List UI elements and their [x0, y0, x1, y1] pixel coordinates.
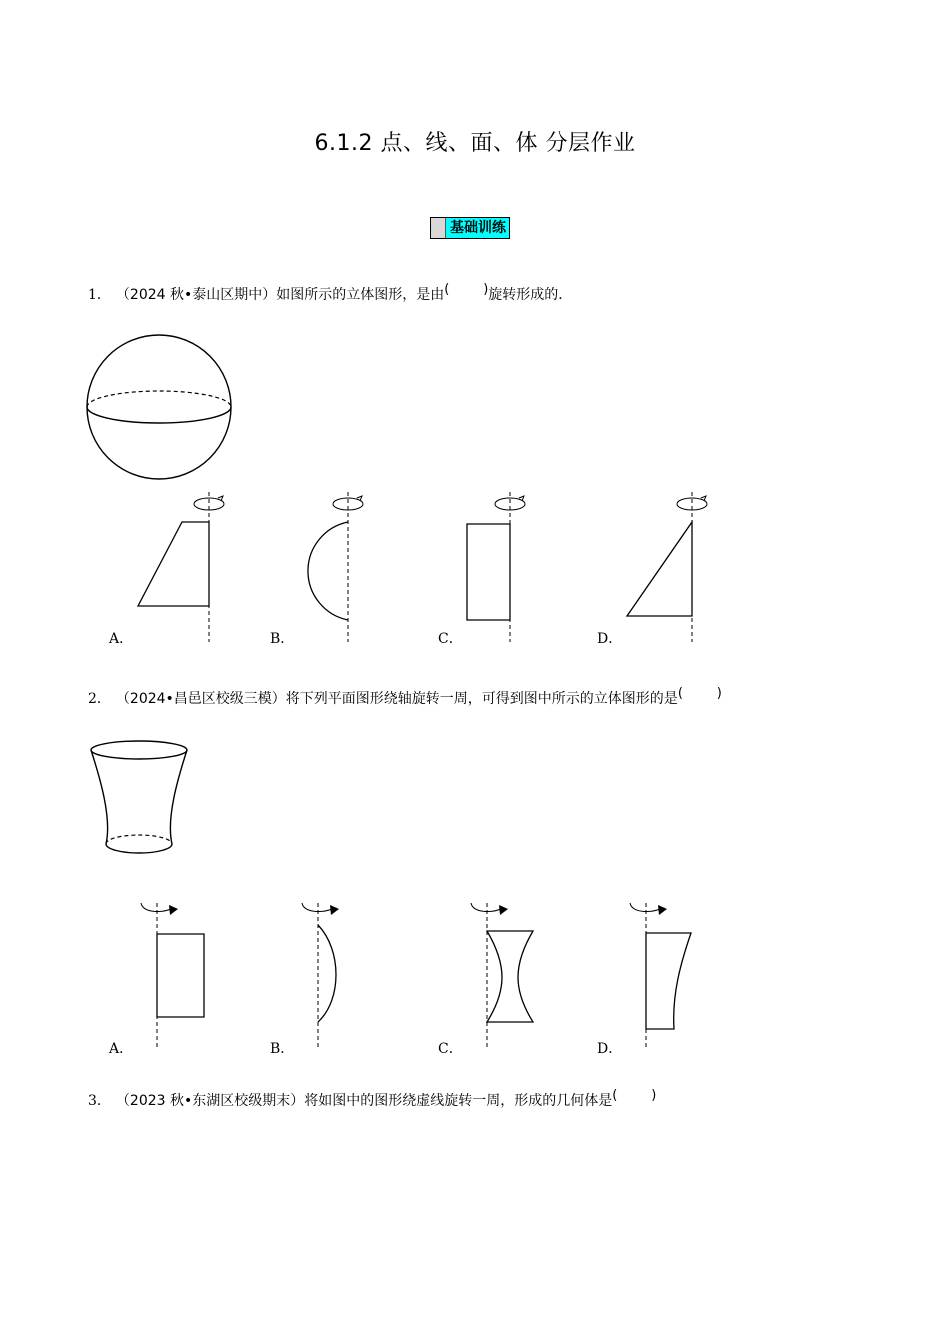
- q2-option-a-label[interactable]: A．: [109, 1041, 134, 1057]
- question-text-tail: 旋转形成的．: [488, 287, 573, 303]
- question-number: 3．: [88, 1093, 111, 1109]
- section-tag-marker: [431, 218, 446, 238]
- q2-option-d-figure: [624, 895, 714, 1055]
- q2-option-a-figure: [135, 895, 225, 1055]
- q1-option-a-label[interactable]: A．: [109, 631, 134, 647]
- q2-option-b-label[interactable]: B．: [270, 1041, 295, 1057]
- q1-option-b-label[interactable]: B．: [270, 631, 295, 647]
- question-1: [88, 284, 572, 304]
- q2-option-c-label[interactable]: C．: [438, 1041, 463, 1057]
- answer-paren: ( ): [677, 686, 722, 701]
- section-tag: [430, 217, 510, 239]
- rotation-arrow-icon: [302, 903, 332, 911]
- answer-paren: ( ): [444, 282, 489, 297]
- q2-option-c-figure: [465, 895, 555, 1055]
- answer-paren: ( ): [612, 1088, 657, 1103]
- question-number: 2．: [88, 691, 111, 707]
- q2-option-b-figure: [296, 895, 386, 1055]
- q1-option-b-figure: [290, 490, 400, 645]
- cup-solid-figure: [86, 738, 196, 863]
- question-text: （2023 秋•东湖区校级期末）将如图中的图形绕虚线旋转一周，形成的几何体是: [122, 1093, 613, 1109]
- question-number: 1．: [88, 287, 111, 303]
- rotation-arrow-icon: [471, 903, 501, 911]
- section-tag-label: 基础训练: [450, 220, 506, 236]
- page-title: 6.1.2 点、线、面、体 分层作业: [314, 131, 636, 156]
- question-3: [88, 1090, 656, 1110]
- q1-option-c-figure: [458, 490, 568, 645]
- q1-option-a-figure: [130, 490, 240, 645]
- question-text: （2024 秋•泰山区期中）如图所示的立体图形，是由: [122, 287, 445, 303]
- q1-option-d-figure: [620, 490, 730, 645]
- rotation-arrow-icon: [630, 903, 660, 911]
- q1-option-c-label[interactable]: C．: [438, 631, 463, 647]
- question-2: [88, 688, 722, 708]
- q1-option-d-label[interactable]: D．: [597, 631, 623, 647]
- question-text: （2024•昌邑区校级三模）将下列平面图形绕轴旋转一周，可得到图中所示的立体图形的是: [122, 691, 678, 707]
- sphere-figure: [84, 333, 236, 485]
- q2-option-d-label[interactable]: D．: [597, 1041, 623, 1057]
- rotation-arrow-icon: [141, 903, 171, 911]
